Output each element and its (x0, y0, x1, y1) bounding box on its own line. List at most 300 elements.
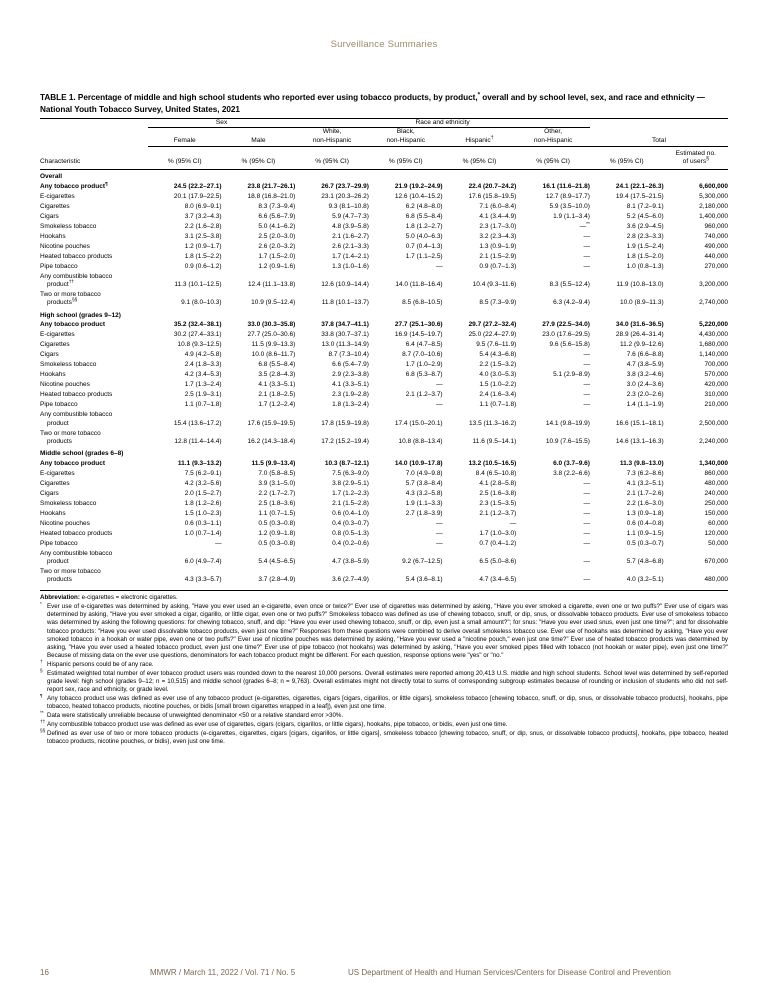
cell-black: 10.8 (8.8–13.4) (398, 437, 443, 445)
cell-white: 0.4 (0.3–0.7) (332, 519, 369, 527)
cell-total: 16.6 (15.1–18.1) (615, 419, 664, 427)
table-units-row (40, 146, 728, 169)
row-label: Any combustible tobacco product (40, 549, 113, 566)
cell-female: 3.7 (3.2–4.3) (184, 212, 222, 220)
cell-male: 7.0 (5.8–8.5) (258, 469, 296, 477)
cell-black: 14.0 (10.9–17.8) (394, 459, 443, 467)
cell-other: — (583, 381, 590, 389)
cell-white: 3.6 (2.7–4.9) (332, 576, 369, 584)
cell-black: 16.9 (14.5–19.7) (394, 331, 443, 339)
cell-female: 35.2 (32.4–38.1) (173, 321, 222, 329)
cell-other: 8.3 (5.5–12.4) (549, 280, 590, 288)
cell-estimated-users: 1,680,000 (699, 341, 728, 349)
cell-male: 1.2 (0.9–1.8) (258, 529, 296, 537)
cell-hispanic: 2.3 (1.7–3.0) (479, 222, 517, 230)
cell-female: 1.8 (1.5–2.2) (184, 252, 222, 260)
cell-hispanic: 25.0 (22.4–27.9) (468, 331, 517, 339)
cell-black: — (436, 262, 443, 270)
cell-white: 26.7 (23.7–29.9) (321, 182, 369, 190)
row-label: Heated tobacco products (40, 391, 113, 399)
footnote-marker: § (40, 667, 43, 673)
running-head: Surveillance Summaries (330, 39, 438, 50)
table-subheader-row (40, 128, 728, 146)
cell-female: 8.0 (6.9–9.1) (184, 202, 222, 210)
row-label: Any tobacco product (40, 321, 106, 329)
cell-female: 15.4 (13.6–17.2) (173, 419, 222, 427)
cell-total: 11.9 (10.8–13.0) (616, 280, 664, 288)
row-label: Cigarettes (40, 202, 70, 210)
cell-female: 10.8 (9.3–12.5) (177, 341, 222, 349)
cell-male: 2.5 (1.8–3.6) (258, 499, 296, 507)
row-label: Two or more tobacco products (40, 429, 101, 445)
footnote-marker: ¶ (40, 693, 43, 699)
cell-other: — (583, 539, 590, 547)
cell-total: 3.8 (3.2–4.6) (626, 371, 664, 379)
cell-female: 7.5 (6.2–9.1) (184, 469, 222, 477)
cell-male: 6.8 (5.5–8.4) (258, 361, 296, 369)
cell-male: 18.8 (16.8–21.0) (247, 192, 296, 200)
cell-estimated-users: 740,000 (704, 232, 728, 240)
footnote-item (40, 718, 728, 729)
table-row (40, 429, 728, 447)
cell-black: 1.9 (1.1–3.3) (405, 499, 443, 507)
section-label: High school (grades 9–12) (40, 311, 121, 319)
cell-other: — (583, 232, 590, 240)
cell-estimated-users: 4,430,000 (699, 331, 728, 339)
cell-female: 4.2 (3.2–5.6) (184, 479, 222, 487)
cell-white: 1.8 (1.3–2.4) (332, 401, 369, 409)
row-label: E-cigarettes (40, 331, 75, 339)
cell-total: 5.7 (4.8–6.8) (626, 558, 664, 566)
footnote-item (40, 600, 728, 661)
cell-hispanic: 1.5 (1.0–2.2) (479, 381, 517, 389)
cell-total: 11.2 (9.9–12.6) (620, 341, 664, 349)
cell-estimated-users: 570,000 (704, 371, 728, 379)
cell-hispanic: 2.1 (1.2–3.7) (479, 509, 517, 517)
table-row (40, 360, 728, 370)
cell-black: — (436, 381, 443, 389)
cell-white: 4.7 (3.8–5.9) (332, 558, 369, 566)
footnote-text: Defined as ever use of two or more tobacco products (e-cigarettes, cigarettes, cigars [cigars, cigarillos, or little cigars], smokeless tobacco [chewing tobacco, snuff, or dip, snus, or dissolvable tobacco products], hookahs, pipe tobacco, heated tobacco products, nicotine pouches, or bidis), even just one time. (47, 729, 728, 745)
footnote-marker: †† (40, 718, 46, 724)
cell-total: 2.8 (2.3–3.3) (626, 232, 664, 240)
table-row (40, 202, 728, 212)
cell-white: 11.8 (10.1–13.7) (321, 299, 369, 307)
cell-other: — (583, 351, 590, 359)
cell-white: 4.8 (3.9–5.8) (332, 222, 369, 230)
row-label: Pipe tobacco (40, 539, 78, 547)
cell-hispanic: 1.1 (0.7–1.8) (479, 401, 517, 409)
table-row (40, 549, 728, 567)
cell-black: 2.7 (1.8–3.9) (405, 509, 443, 517)
cell-hispanic: 17.6 (15.8–19.5) (468, 192, 517, 200)
col-header-hispanic: Hispanic† (443, 128, 517, 146)
cell-male: 1.7 (1.2–2.4) (258, 401, 296, 409)
group-header-sex: Sex (148, 119, 295, 128)
footnote-text: Any combustible tobacco product use was defined as ever use of cigarettes, cigars (cigars, cigarillos, or little cigars), hookahs, pipe tobacco, or bidis, even just one time. (47, 720, 508, 728)
cell-estimated-users: 1,140,000 (699, 351, 728, 359)
units-total: % (95% CI) (609, 157, 644, 165)
cell-total: 28.9 (26.4–31.4) (615, 331, 664, 339)
cell-estimated-users: 1,400,000 (699, 212, 728, 220)
cell-total: 2.2 (1.6–3.0) (626, 499, 664, 507)
row-label: Cigars (40, 212, 59, 220)
cell-estimated-users: 960,000 (704, 222, 728, 230)
cell-total: 4.7 (3.8–5.9) (626, 361, 664, 369)
cell-hispanic: 2.3 (1.5–3.5) (479, 499, 517, 507)
row-label: Any tobacco product¶ (40, 181, 108, 190)
footnote-text: Ever use of e-cigarettes was determined by asking, "Have you ever used an e-cigarette, even once or twice?" Ever use of cigarettes was determined by asking, "Have you ever smoked a cigarette, even one or two puffs?" Ever use of cigars was determined by asking, "Have you ever smoked a cigar, cigarillo, or little cigar, even one or two puffs?" Smokeless tobacco was defined as use of chewing tobacco, snuff, or dip, snus, or dissolvable tobacco products. Ever use of smokeless tobacco was determined by asking the following questions: for chewing tobacco, snuff, and dip: "Have you ever used chewing tobacco, snuff, or dip, even just a small amount?"; for snus: "Have you ever used snus, even just one time?"; and for dissolvable tobacco products: "Have you ever used dissolvable tobacco products, even just one time?" Responses from these questions were combined to derive overall smokeless tobacco use. Ever use of hookahs was determined by asking, "Have you ever smoked tobacco in a hookah or water pipe, even one or two puffs?" Ever use of nicotine pouches was determined by asking, "Have you ever used a "nicotine pouch," even just one time?" Ever use of heated tobacco products was determined by asking, "Have you ever used a heated tobacco product, even just one time?" Ever use of pipe tobacco (not hookahs) was determined by asking, "Have you ever smoked pipes filled with tobacco (not hookah or water pipe), even just one time?" Because of missing data on the ever use questions, denominators for each tobacco product might be different. For each question, response options were "yes" or "no." (47, 602, 728, 660)
cell-female: 6.0 (4.9–7.4) (184, 558, 222, 566)
cell-male: 3.9 (3.1–5.0) (258, 479, 296, 487)
cell-hispanic: 22.4 (20.7–24.2) (468, 182, 517, 190)
cell-other: — (583, 519, 590, 527)
table-row (40, 290, 728, 308)
footnote-text: Hispanic persons could be of any race. (47, 661, 154, 669)
row-label: E-cigarettes (40, 192, 75, 200)
cell-female: 1.7 (1.3–2.4) (184, 381, 222, 389)
cell-estimated-users: 420,000 (704, 381, 728, 389)
cell-estimated-users: 310,000 (704, 391, 728, 399)
cell-hispanic: 13.5 (11.3–16.2) (469, 419, 517, 427)
cell-hispanic: 7.1 (6.0–8.4) (479, 202, 517, 210)
row-label: Any tobacco product (40, 459, 106, 467)
cell-total: 34.0 (31.6–36.5) (615, 321, 664, 329)
table-row (40, 222, 728, 232)
row-label: Any combustible tobacco product (40, 411, 113, 427)
cell-other: — (583, 576, 590, 584)
cell-black: 5.0 (4.0–6.3) (405, 232, 443, 240)
cell-estimated-users: 5,220,000 (699, 321, 728, 329)
row-label: Any combustible tobacco product†† (40, 272, 113, 288)
cell-total: 1.9 (1.5–2.4) (626, 242, 664, 250)
cell-hispanic: 13.2 (10.5–16.5) (468, 459, 517, 467)
cell-estimated-users: 670,000 (704, 558, 728, 566)
cell-male: 5.0 (4.1–6.2) (258, 222, 296, 230)
cell-female: 2.5 (1.9–3.1) (184, 391, 222, 399)
row-label: Cigarettes (40, 479, 70, 487)
row-label: Smokeless tobacco (40, 222, 97, 230)
cell-male: 17.6 (15.9–19.5) (247, 419, 296, 427)
cell-other: — (583, 529, 590, 537)
cell-male: 27.7 (25.0–30.6) (247, 331, 296, 339)
cell-white: 0.8 (0.5–1.3) (332, 529, 369, 537)
cell-total: 7.3 (6.2–8.6) (626, 469, 664, 477)
cell-other: — (583, 391, 590, 399)
cell-hispanic: 4.1 (2.8–5.8) (479, 479, 517, 487)
cell-white: 2.1 (1.5–2.8) (332, 499, 369, 507)
cell-male: 3.7 (2.8–4.9) (258, 576, 296, 584)
cell-total: 0.6 (0.4–0.8) (626, 519, 664, 527)
cell-male: 1.1 (0.7–1.5) (258, 509, 296, 517)
row-label: Hookahs (40, 371, 66, 379)
cell-white: 3.8 (2.9–5.1) (332, 479, 369, 487)
section-label: Overall (40, 169, 728, 182)
cell-male: 1.2 (0.9–1.6) (258, 262, 296, 270)
cell-other: — (583, 499, 590, 507)
cell-male: 2.1 (1.8–2.5) (258, 391, 296, 399)
units-female: % (95% CI) (167, 157, 202, 165)
table-row (40, 330, 728, 340)
cell-black: 6.4 (4.7–8.5) (405, 341, 443, 349)
cell-hispanic: 3.2 (2.3–4.3) (479, 232, 517, 240)
cell-hispanic: — (509, 519, 517, 527)
cell-black: — (436, 401, 443, 409)
table-row (40, 400, 728, 410)
cell-hispanic: 2.1 (1.5–2.9) (479, 252, 517, 260)
cell-white: 1.3 (1.0–1.6) (332, 262, 369, 270)
group-header-blank (590, 119, 728, 128)
table-row (40, 489, 728, 499)
cell-female: 2.0 (1.5–2.7) (184, 489, 222, 497)
cell-estimated-users: 120,000 (704, 529, 728, 537)
cell-female: — (215, 539, 222, 547)
col-header-total: Total (590, 128, 728, 146)
subheader-spacer (40, 128, 148, 146)
footnote-item (40, 695, 728, 712)
cell-white: 1.7 (1.4–2.1) (332, 252, 369, 260)
cell-white: 0.6 (0.4–1.0) (332, 509, 369, 517)
units-hispanic: % (95% CI) (462, 157, 497, 165)
section-label: Middle school (grades 6–8) (40, 450, 124, 458)
cell-black: 5.4 (3.6–8.1) (405, 576, 443, 584)
cell-black: 6.8 (5.3–8.7) (405, 371, 443, 379)
cell-female: 24.5 (22.2–27.1) (173, 182, 222, 190)
cell-male: 3.5 (2.8–4.3) (258, 371, 296, 379)
group-header-race: Race and ethnicity (295, 119, 590, 128)
cell-black: 8.7 (7.0–10.6) (402, 351, 443, 359)
cell-male: 0.5 (0.3–0.8) (258, 539, 296, 547)
journal-citation: MMWR / March 11, 2022 / Vol. 71 / No. 5 (150, 968, 296, 977)
cell-hispanic: 4.0 (3.0–5.3) (479, 371, 517, 379)
cell-white: 2.3 (1.9–2.8) (332, 391, 369, 399)
cell-estimated-users: 3,200,000 (699, 280, 728, 288)
footnote-item (40, 727, 728, 747)
units-estimated-users: Estimated no. of users§ (675, 149, 716, 165)
footnote-item (40, 667, 728, 695)
footnote-text: Estimated weighted total number of ever tobacco product users was rounded down to the nearest 10,000 persons. Overall estimates were reported among 20,413 U.S. middle and high school students. School level was determined by self-reported grade level: high school (grades 9–12; n = 10,515) and middle school (grades 6–8; n = 9,763). Overall estimates might not directly total to sums of corresponding subgroup estimates because of rounding or inclusion of students who did not self-report sex, race and ethnicity, or grade level. (47, 669, 728, 694)
cell-other: — (583, 489, 590, 497)
footnotes-block (40, 590, 728, 747)
footnote-marker: † (40, 659, 43, 665)
cell-black: 17.4 (15.0–20.1) (394, 419, 443, 427)
footnote-text: Any tobacco product use was defined as ever use of any tobacco product (e-cigarettes, cigarettes, cigars [cigars, cigarillos, or little cigars], smokeless tobacco [chewing tobacco, snuff, or dip, snus, or dissolvable tobacco products], hookahs, pipe tobacco, heated tobacco products, nicotine pouches, or bidis [small brown cigarettes wrapped in a leaf]), even just one time. (47, 695, 728, 711)
cell-other: — (583, 509, 590, 517)
cell-estimated-users: 60,000 (708, 519, 728, 527)
cell-other: — (583, 401, 590, 409)
cell-total: 2.1 (1.7–2.6) (626, 489, 664, 497)
cell-hispanic: 10.4 (9.3–11.6) (472, 280, 517, 288)
cell-hispanic: 2.5 (1.6–3.8) (479, 489, 517, 497)
units-male: % (95% CI) (241, 157, 276, 165)
cell-estimated-users: 2,740,000 (699, 299, 728, 307)
cell-total: 1.4 (1.1–1.9) (626, 401, 664, 409)
row-label: Heated tobacco products (40, 252, 113, 260)
cell-hispanic: 9.5 (7.6–11.9) (476, 341, 517, 349)
cell-male: 2.6 (2.0–3.2) (258, 242, 296, 250)
row-label: Cigarettes (40, 341, 70, 349)
cell-total: 1.8 (1.5–2.0) (626, 252, 664, 260)
cell-other: — (583, 361, 590, 369)
row-label: Two or more tobacco products§§ (40, 290, 101, 307)
cell-hispanic: 4.1 (3.4–4.9) (479, 212, 517, 220)
cell-total: 4.0 (3.2–5.1) (626, 576, 664, 584)
cell-other: — (583, 262, 590, 270)
cell-female: 3.1 (2.5–3.8) (184, 232, 222, 240)
table-row (40, 252, 728, 262)
cell-female: 9.1 (8.0–10.3) (181, 299, 222, 307)
cell-male: 6.6 (5.6–7.9) (258, 212, 296, 220)
cell-other: 9.6 (5.6–15.8) (549, 341, 590, 349)
col-header-female: Female (148, 128, 222, 146)
cell-white: 2.9 (2.3–3.8) (332, 371, 369, 379)
table-row (40, 272, 728, 290)
cell-other: 1.9 (1.1–3.4) (553, 212, 590, 220)
cell-male: 12.4 (11.1–13.8) (248, 280, 296, 288)
col-header-white: White, non-Hispanic (295, 128, 369, 146)
table-row (40, 469, 728, 479)
cell-estimated-users: 1,340,000 (699, 459, 728, 467)
table-row (40, 519, 728, 529)
cell-estimated-users: 700,000 (704, 361, 728, 369)
row-label: Smokeless tobacco (40, 361, 97, 369)
cell-hispanic: 4.7 (3.4–6.5) (479, 576, 517, 584)
cell-white: 1.7 (1.2–2.3) (332, 489, 369, 497)
page-number: 16 (40, 968, 49, 977)
table-row (40, 340, 728, 350)
units-black: % (95% CI) (388, 157, 423, 165)
table-row (40, 459, 728, 469)
cell-total: 3.6 (2.9–4.5) (626, 222, 664, 230)
cell-estimated-users: 6,600,000 (699, 182, 728, 190)
table-row (40, 410, 728, 428)
cell-white: 6.6 (5.4–7.9) (332, 361, 369, 369)
cell-white: 17.8 (15.9–19.8) (321, 419, 369, 427)
cell-female: 2.2 (1.6–2.8) (184, 222, 222, 230)
table-section-header (40, 308, 728, 320)
cell-female: 4.9 (4.2–5.8) (184, 351, 222, 359)
table-row (40, 499, 728, 509)
cell-other: —** (579, 221, 590, 230)
cell-black: 8.5 (6.8–10.5) (402, 299, 443, 307)
table-row (40, 529, 728, 539)
cell-male: 1.7 (1.5–2.0) (258, 252, 296, 260)
cell-hispanic: 0.7 (0.4–1.2) (479, 539, 517, 547)
footnote-item (40, 712, 728, 720)
cell-total: 0.5 (0.3–0.7) (626, 539, 664, 547)
cell-female: 4.2 (3.4–5.3) (184, 371, 222, 379)
cell-hispanic: 8.4 (6.5–10.8) (475, 469, 517, 477)
cell-female: 2.4 (1.8–3.3) (184, 361, 222, 369)
row-label: Cigars (40, 489, 59, 497)
cell-male: 10.9 (9.5–12.4) (251, 299, 296, 307)
table-row (40, 350, 728, 360)
cell-total: 11.3 (9.8–13.0) (619, 459, 664, 467)
cell-white: 13.0 (11.3–14.9) (321, 341, 369, 349)
cell-male: 2.2 (1.7–2.7) (258, 489, 296, 497)
cell-black: — (436, 529, 443, 537)
cell-hispanic: 2.2 (1.5–3.2) (479, 361, 517, 369)
cell-other: 6.0 (3.7–9.6) (553, 459, 590, 467)
table-row (40, 380, 728, 390)
table-group-header-row (40, 119, 728, 128)
table-row (40, 320, 728, 330)
cell-white: 33.8 (30.7–37.1) (321, 331, 369, 339)
cell-black: 9.2 (6.7–12.5) (402, 558, 443, 566)
cell-black: 6.2 (4.8–8.0) (405, 202, 443, 210)
cell-black: 0.7 (0.4–1.3) (405, 242, 443, 250)
cell-hispanic: 2.4 (1.6–3.4) (479, 391, 517, 399)
row-label: E-cigarettes (40, 469, 75, 477)
cell-total: 3.0 (2.4–3.6) (626, 381, 664, 389)
cell-male: 16.2 (14.3–18.4) (247, 437, 296, 445)
cell-male: 5.4 (4.5–6.5) (258, 558, 296, 566)
cell-other: — (583, 479, 590, 487)
col-header-other: Other, non-Hispanic (516, 128, 590, 146)
cell-other: 5.9 (3.5–10.0) (549, 202, 590, 210)
cell-female: 4.3 (3.3–5.7) (184, 576, 222, 584)
cell-other: 14.1 (9.8–19.9) (545, 419, 590, 427)
cell-hispanic: 29.7 (27.2–32.4) (468, 321, 517, 329)
row-label: Hookahs (40, 232, 66, 240)
cell-other: 12.7 (8.9–17.7) (545, 192, 590, 200)
cell-white: 8.7 (7.3–10.4) (328, 351, 369, 359)
cell-other: 3.8 (2.2–6.6) (553, 469, 590, 477)
table-row (40, 182, 728, 192)
cell-white: 2.6 (2.1–3.3) (332, 242, 369, 250)
cell-black: 27.7 (25.1–30.6) (394, 321, 443, 329)
row-label: Nicotine pouches (40, 519, 90, 527)
cell-other: 23.0 (17.6–29.5) (542, 331, 590, 339)
row-label: Hookahs (40, 509, 66, 517)
cell-black: 5.7 (3.8–8.4) (405, 479, 443, 487)
cell-estimated-users: 250,000 (704, 499, 728, 507)
footnote-text: Data were statistically unreliable because of unweighted denominator <50 or a relative standard error >30%. (47, 712, 344, 720)
cell-hispanic: 1.7 (1.0–3.0) (479, 529, 517, 537)
table-row (40, 262, 728, 272)
cell-other: — (583, 558, 590, 566)
col-header-black: Black, non-Hispanic (369, 128, 443, 146)
cell-total: 7.6 (6.6–8.8) (626, 351, 664, 359)
cell-other: — (583, 242, 590, 250)
row-label: Nicotine pouches (40, 242, 90, 250)
row-label: Heated tobacco products (40, 529, 113, 537)
table-row (40, 567, 728, 585)
cell-white: 2.1 (1.6–2.7) (332, 232, 369, 240)
cell-female: 30.2 (27.4–33.1) (173, 331, 222, 339)
cell-other: 6.3 (4.2–9.4) (553, 299, 590, 307)
cell-white: 10.3 (8.7–12.1) (324, 459, 369, 467)
cell-other: 10.9 (7.6–15.5) (545, 437, 590, 445)
cell-estimated-users: 2,240,000 (699, 437, 728, 445)
footnote-marker: ** (40, 710, 44, 716)
cell-male: 8.3 (7.3–9.4) (258, 202, 296, 210)
cell-hispanic: 11.6 (9.5–14.1) (472, 437, 517, 445)
cell-female: 12.8 (11.4–14.4) (174, 437, 222, 445)
row-label: Pipe tobacco (40, 401, 78, 409)
table-row (40, 479, 728, 489)
cell-female: 20.1 (17.9–22.5) (173, 192, 222, 200)
cell-male: 4.1 (3.3–5.1) (258, 381, 296, 389)
cell-black: 12.6 (10.4–15.2) (394, 192, 443, 200)
cell-estimated-users: 440,000 (704, 252, 728, 260)
table-section-header (40, 169, 728, 182)
cell-estimated-users: 480,000 (704, 576, 728, 584)
cell-white: 9.3 (8.1–10.8) (328, 202, 369, 210)
organization-line: US Department of Health and Human Services/Centers for Disease Control and Prevention (348, 968, 671, 977)
row-label: Cigars (40, 351, 59, 359)
cell-female: 11.1 (9.3–13.2) (177, 459, 222, 467)
